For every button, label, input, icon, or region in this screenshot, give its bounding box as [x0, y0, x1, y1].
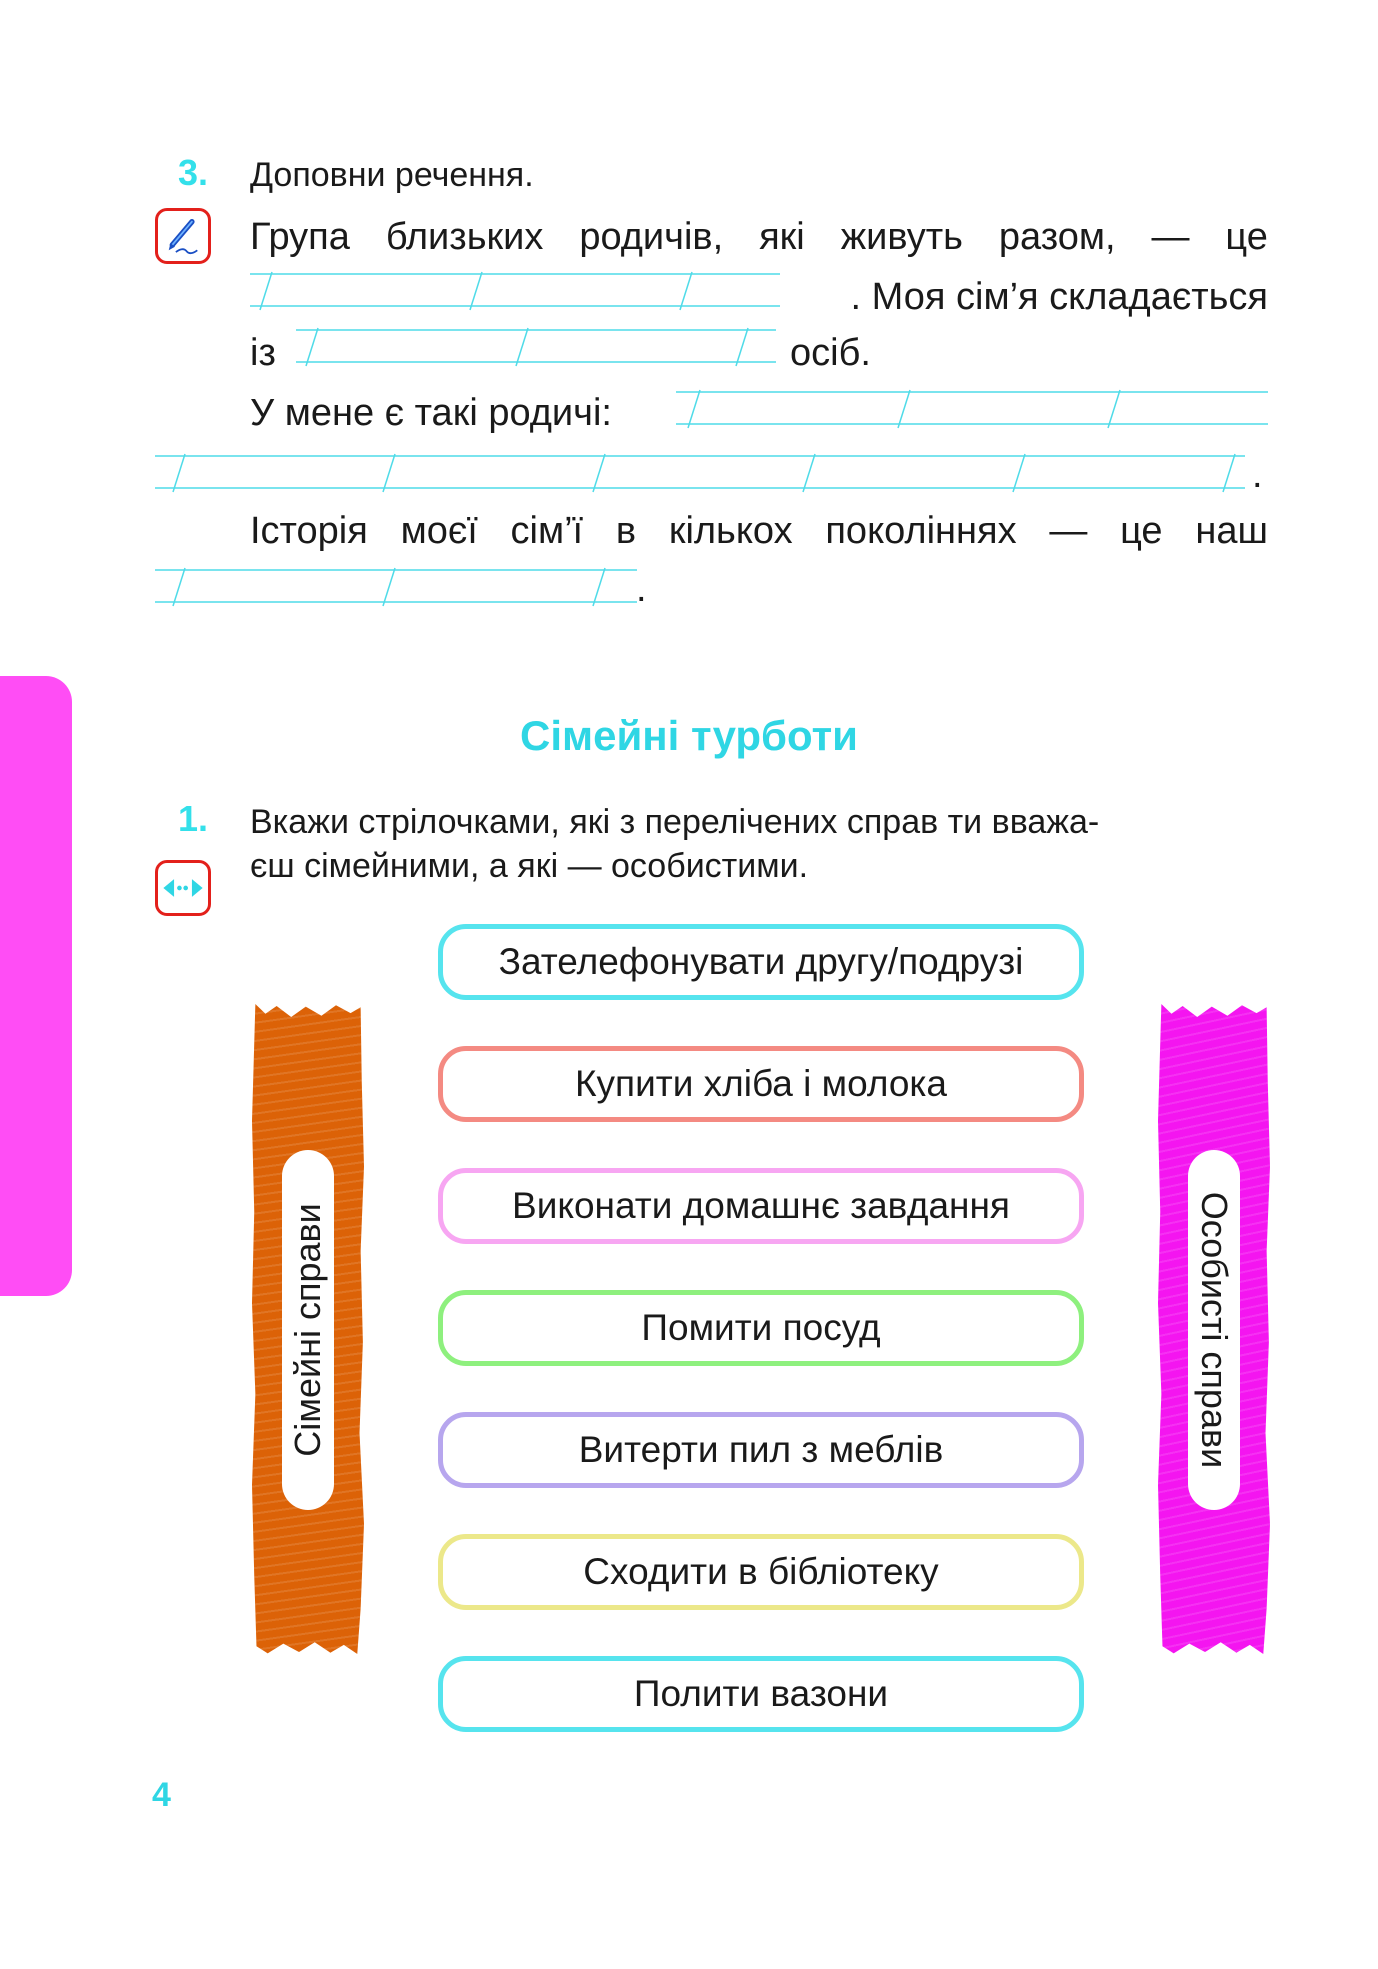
task3-number: 3. — [178, 152, 209, 193]
word: Історія — [250, 510, 368, 552]
writing-line-relatives-2[interactable] — [155, 452, 1255, 492]
word: кількох — [668, 510, 793, 552]
word: це — [1225, 216, 1268, 258]
writing-line-family[interactable] — [250, 270, 790, 310]
activity-item[interactable]: Помити посуд — [438, 1290, 1084, 1366]
writing-line-relatives-1[interactable] — [676, 388, 1276, 428]
word: Група — [250, 216, 350, 258]
word: сім’ї — [510, 510, 584, 552]
pen-writing-icon — [155, 208, 211, 264]
word: — — [1049, 510, 1088, 552]
activity-item[interactable]: Полити вазони — [438, 1656, 1084, 1732]
task1-number: 1. — [178, 798, 209, 839]
page-number: 4 — [152, 1776, 171, 1814]
activity-item[interactable]: Купити хліба і молока — [438, 1046, 1084, 1122]
word: це — [1120, 510, 1163, 552]
task3-line3-suffix: осіб. — [790, 332, 871, 374]
activity-item[interactable]: Витерти пил з меблів — [438, 1412, 1084, 1488]
family-affairs-label-box — [282, 1150, 334, 1510]
activity-item[interactable]: Виконати домашнє завдання — [438, 1168, 1084, 1244]
double-arrow-icon — [155, 860, 211, 916]
family-affairs-label: Сімейні справи — [287, 1203, 328, 1457]
word: близьких — [385, 216, 544, 258]
word: в — [615, 510, 637, 552]
task1-instruction-line2: єш сімейними, а які — особистими. — [250, 847, 809, 885]
word: разом, — [998, 216, 1116, 258]
personal-affairs-label-box — [1188, 1150, 1240, 1510]
side-tab — [0, 676, 72, 1296]
writing-line-history[interactable] — [155, 566, 645, 606]
task3-line6 — [250, 508, 1268, 554]
task3-instruction: Доповни речення. — [250, 156, 534, 194]
activity-item[interactable]: Сходити в бібліотеку — [438, 1534, 1084, 1610]
word: родичів, — [579, 216, 724, 258]
task3-line7-end: . — [636, 568, 647, 610]
task3-line2: . Моя сім’я складається — [850, 276, 1268, 318]
word: живуть — [840, 216, 963, 258]
task1-instruction-line1: Вкажи стрілочками, які з перелічених справ ти вважа- — [250, 803, 1100, 841]
word: які — [759, 216, 805, 258]
task3-line3-prefix: із — [250, 332, 276, 374]
personal-affairs-label: Особисті справи — [1194, 1191, 1235, 1469]
task3-line4: У мене є такі родичі: — [250, 392, 612, 434]
word: — — [1151, 216, 1190, 258]
section-title: Сімейні турботи — [520, 712, 858, 759]
activity-item[interactable]: Зателефонувати другу/подрузі — [438, 924, 1084, 1000]
word: поколіннях — [825, 510, 1017, 552]
writing-line-count[interactable] — [296, 326, 782, 366]
word: наш — [1195, 510, 1268, 552]
word: моєї — [400, 510, 478, 552]
task3-line1 — [250, 214, 1268, 260]
task3-line5-end: . — [1252, 454, 1263, 496]
